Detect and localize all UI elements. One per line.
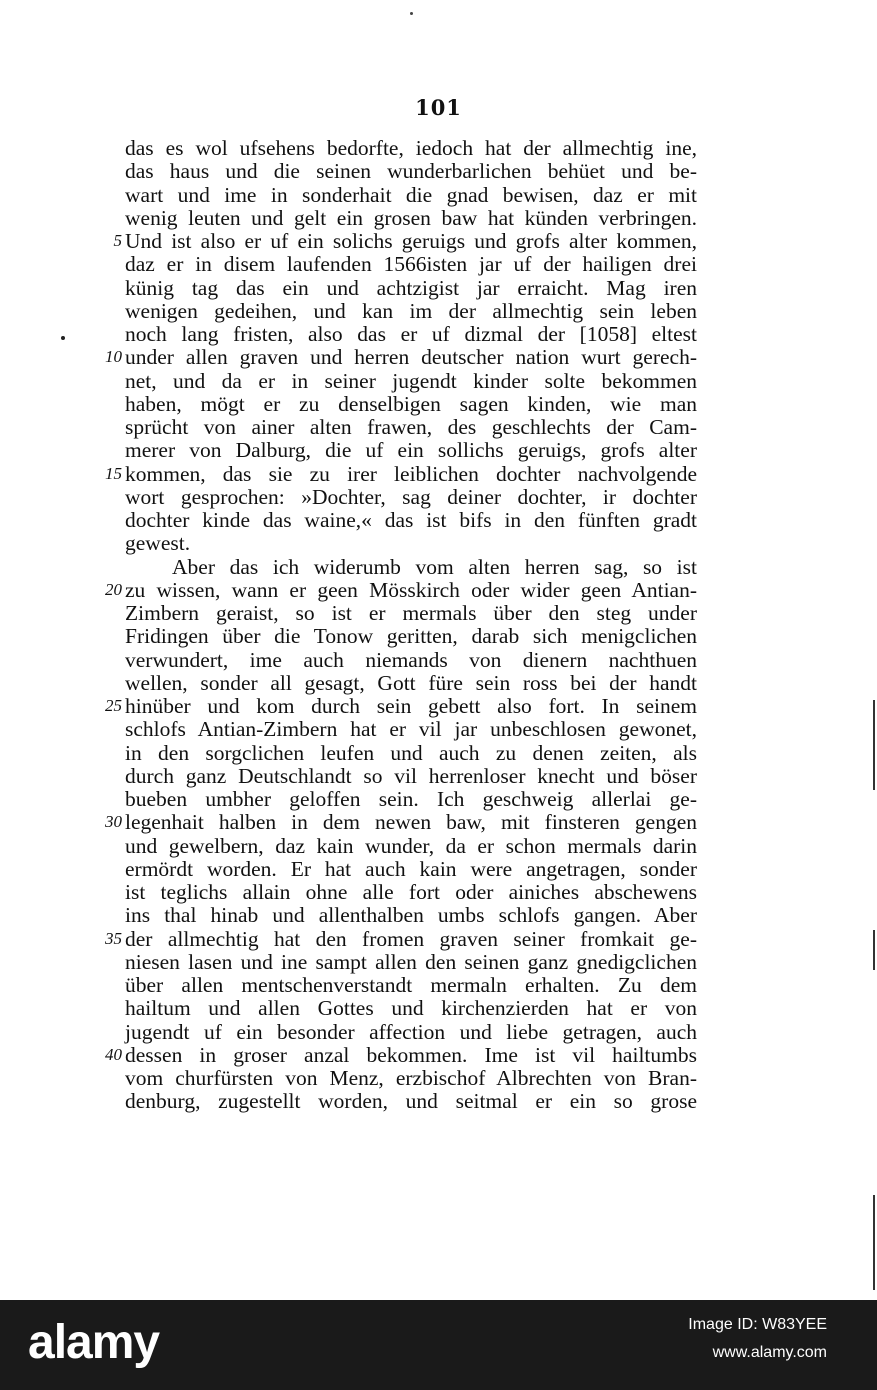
text-line: dessen in groser anzal bekommen. Ime ist vil hailtumbs xyxy=(125,1042,697,1067)
text-line: wart und ime in sonderhait die gnad bewisen, daz er mit xyxy=(125,182,697,207)
line-number: 35 xyxy=(105,928,122,948)
text-line: und gewelbern, daz kain wunder, da er schon mermals darin xyxy=(125,833,697,858)
text-line: künig tag das ein und achtzigist jar erraicht. Mag iren xyxy=(125,275,697,300)
text-line: daz er in disem laufenden 1566isten jar uf der hailigen drei xyxy=(125,252,697,277)
text-line: das haus und die seinen wunderbarlichen behüet und be- xyxy=(125,159,697,184)
text-line: ermördt worden. Er hat auch kain were angetragen, sonder xyxy=(125,856,697,881)
text-line: net, und da er in seiner jugendt kinder solte bekommen xyxy=(125,368,697,393)
text-line: wellen, sonder all gesagt, Gott füre sein ross bei der handt xyxy=(125,670,697,695)
text-line: wenigen gedeihen, und kan im der allmechtig sein leben xyxy=(125,298,697,323)
site-url: www.alamy.com xyxy=(712,1344,827,1361)
line-number: 20 xyxy=(105,579,122,599)
text-line: denburg, zugestellt worden, und seitmal er ein so grose xyxy=(125,1089,697,1114)
image-id: Image ID: W83YEE xyxy=(688,1316,827,1333)
text-line: durch ganz Deutschlandt so vil herrenloser knecht und böser xyxy=(125,763,697,788)
page-number: 101 xyxy=(415,95,462,120)
line-number: 40 xyxy=(105,1044,122,1064)
text-line: verwundert, ime auch niemands von dienern nachthuen xyxy=(125,647,697,672)
page-edge-mark xyxy=(873,930,875,970)
text-line: zu wissen, wann er geen Mösskirch oder wider geen Antian- xyxy=(125,577,697,602)
text-line: jugendt uf ein besonder affection und liebe getragen, auch xyxy=(125,1019,697,1044)
text-line: das es wol ufsehens bedorfte, iedoch hat der allmechtig ine, xyxy=(125,136,697,160)
text-line: kommen, das sie zu irer leiblichen dochter nachvolgende xyxy=(125,461,697,486)
line-number: 30 xyxy=(105,812,122,832)
alamy-logo: alamy xyxy=(28,1316,160,1369)
line-number: 15 xyxy=(105,463,122,483)
text-line: merer von Dalburg, die uf ein sollichs geruigs, grofs alter xyxy=(125,438,697,463)
text-line: Fridingen über die Tonow geritten, darab sich menigclichen xyxy=(125,624,697,649)
watermark-footer xyxy=(0,1300,877,1390)
page-edge-mark xyxy=(873,1195,875,1290)
text-line: bueben umbher geloffen sein. Ich geschweig allerlai ge- xyxy=(125,787,697,811)
text-line: über allen mentschenverstandt mermaln erhalten. Zu dem xyxy=(125,973,697,997)
text-line: vom churfürsten von Menz, erzbischof Albrechten von Bran- xyxy=(125,1066,697,1090)
text-line: sprücht von ainer alten frawen, des geschlechts der Cam- xyxy=(125,415,697,439)
text-line: hailtum und allen Gottes und kirchenzierden hat er von xyxy=(125,996,697,1021)
text-line: Und ist also er uf ein solichs geruigs und grofs alter kommen, xyxy=(125,229,697,253)
text-line: legenhait halben in dem newen baw, mit finsteren gengen xyxy=(125,810,697,835)
text-line: ins thal hinab und allenthalben umbs schlofs gangen. Aber xyxy=(125,903,697,928)
line-number: 10 xyxy=(105,347,122,367)
text-line: ist teglichs allain ohne alle fort oder ainiches abschewens xyxy=(125,880,697,904)
margin-mark xyxy=(61,336,65,340)
text-line: wort gesprochen: »Dochter, sag deiner dochter, ir dochter xyxy=(125,484,697,509)
text-line: hinüber und kom durch sein gebett also fort. In seinem xyxy=(125,694,697,718)
scan-speck xyxy=(410,12,413,15)
text-line: haben, mögt er zu denselbigen sagen kinden, wie man xyxy=(125,391,697,416)
text-line: dochter kinde das waine,« das ist bifs in den fünften gradt xyxy=(125,508,697,532)
page-edge-mark xyxy=(873,700,875,790)
line-number: 25 xyxy=(105,696,122,715)
text-line: gewest. xyxy=(125,531,191,556)
text-line: in den sorgclichen leufen und auch zu denen zeiten, als xyxy=(125,740,697,765)
text-line: Aber das ich widerumb vom alten herren sag, so ist xyxy=(172,554,697,579)
text-line: schlofs Antian-Zimbern hat er vil jar unbeschlosen gewonet, xyxy=(125,717,697,742)
text-line: der allmechtig hat den fromen graven seiner fromkait ge- xyxy=(125,926,697,951)
text-line: under allen graven und herren deutscher nation wurt gerech- xyxy=(125,345,697,370)
text-line: Zimbern geraist, so ist er mermals über den steg under xyxy=(125,601,697,625)
text-line: noch lang fristen, also das er uf dizmal der [1058] eltest xyxy=(125,322,697,346)
text-line: niesen lasen und ine sampt allen den seinen ganz gnedigclichen xyxy=(125,949,697,974)
text-line: wenig leuten und gelt ein grosen baw hat künden verbringen. xyxy=(125,205,697,230)
line-number: 5 xyxy=(113,231,122,250)
